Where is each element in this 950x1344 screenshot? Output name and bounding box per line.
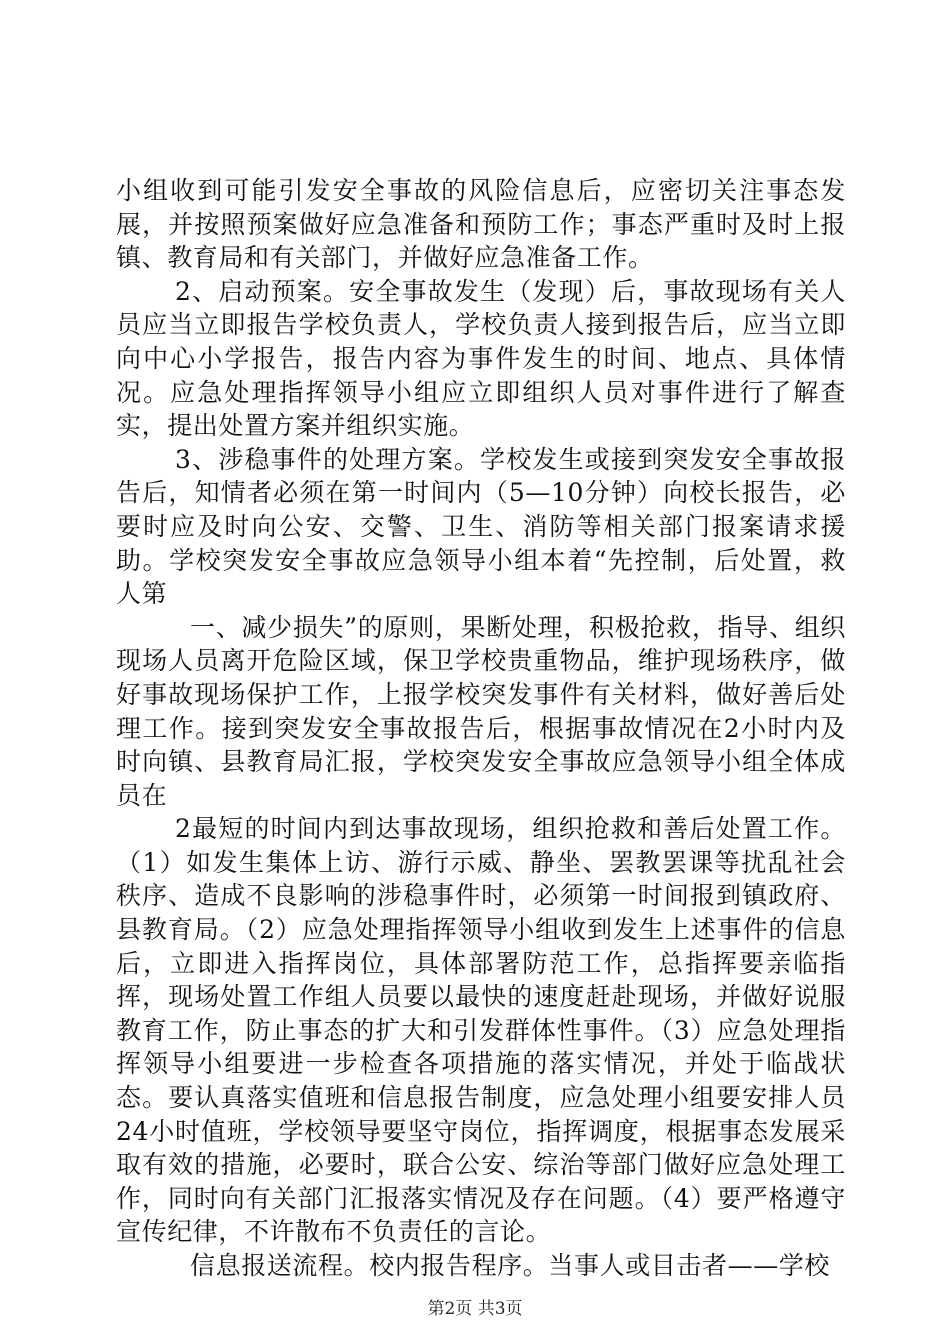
paragraph-2: 2、启动预案。安全事故发生（发现）后，事故现场有关人员应当立即报告学校负责人，学校负责人接到报告后，应当立即向中心小学报告，报告内容为事件发生的时间、地点、具体情况。应急处理指挥领导小组应立即组织人员对事件进行了解查实，提出处置方案并组织实施。 [116, 276, 846, 441]
document-body [116, 174, 846, 1283]
paragraph-6: 信息报送流程。校内报告程序。当事人或目击者——学校 [190, 1251, 831, 1280]
page-number-footer: 第2页 共3页 [427, 1299, 523, 1319]
paragraph-3: 3、涉稳事件的处理方案。学校发生或接到突发安全事故报告后，知情者必须在第一时间内（5—10分钟）向校长报告，必要时应及时向公安、交警、卫生、消防等相关部门报案请求援助。学校突发安全事故应急领导小组本着“先控制，后处置，救人第 [116, 444, 846, 609]
paragraph-1: 小组收到可能引发安全事故的风险信息后，应密切关注事态发展，并按照预案做好应急准备和预防工作；事态严重时及时上报镇、教育局和有关部门，并做好应急准备工作。 [116, 176, 846, 273]
paragraph-5: 2最短的时间内到达事故现场，组织抢救和善后处置工作。（1）如发生集体上访、游行示威、静坐、罢教罢课等扰乱社会秩序、造成不良影响的涉稳事件时，必须第一时间报到镇政府、县教育局。（2）应急处理指挥领导小组收到发生上述事件的信息后，立即进入指挥岗位，具体部署防范工作，总指挥要亲临指挥，现场处置工作组人员要以最快的速度赶赴现场，并做好说服教育工作，防止事态的扩大和引发群体性事件。（3）应急处理指挥领导小组要进一步检查各项措施的落实情况，并处于临战状态。要认真落实值班和信息报告制度，应急处理小组要安排人员24小时值班，学校领导要坚守岗位，指挥调度，根据事态发展采取有效的措施，必要时，联合公安、综治等部门做好应急处理工作，同时向有关部门汇报落实情况及存在问题。（4）要严格遵守宣传纪律，不许散布不负责任的言论。 [116, 814, 846, 1247]
paragraph-4: 一、减少损失”的原则，果断处理，积极抢救，指导、组织现场人员离开危险区域，保卫学校贵重物品，维护现场秩序，做好事故现场保护工作，上报学校突发事件有关材料，做好善后处理工作。接到突发安全事故报告后，根据事故情况在2小时内及时向镇、县教育局汇报，学校突发安全事故应急领导小组全体成员在 [116, 612, 846, 810]
